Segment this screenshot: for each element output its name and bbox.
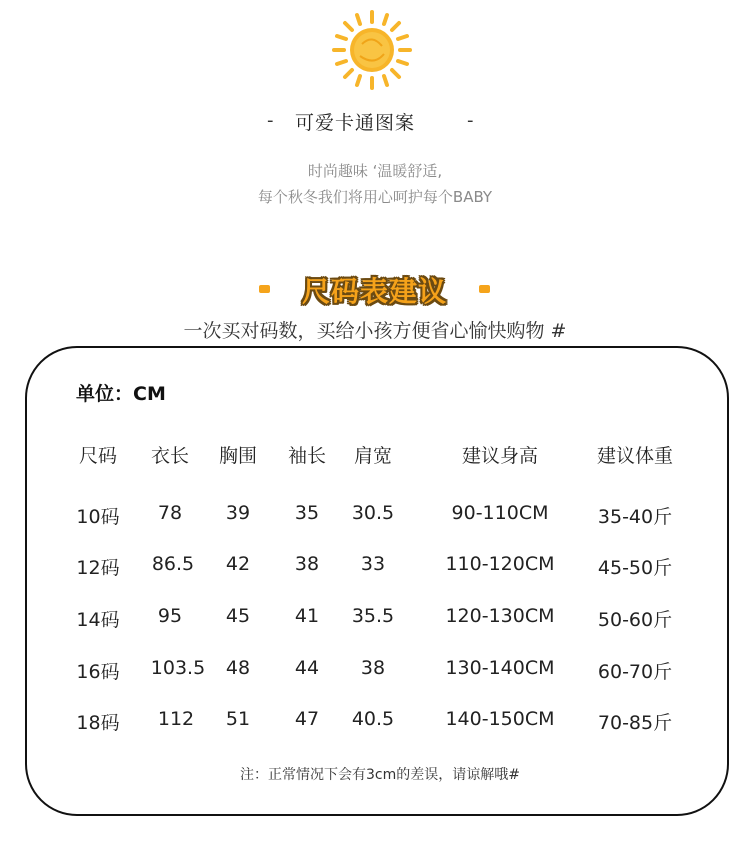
table-cell: 38 [294,553,320,575]
header-chest: 胸围 [218,445,257,467]
table-cell: 10码 [76,506,120,528]
table-cell: 110-120CM [445,553,555,575]
table-cell: 130-140CM [445,657,555,679]
size-title-row [0,268,750,312]
table-cell: 35.5 [351,605,395,627]
subtitle-line-2: 每个秋冬我们将用心呵护每个BABY [257,188,493,206]
table-cell: 39 [225,502,251,524]
sun-icon [330,8,414,92]
table-cell: 35 [294,502,320,524]
table-cell: 140-150CM [445,708,555,730]
table-cell: 14码 [76,609,120,631]
table-cell: 40.5 [351,708,395,730]
table-cell: 47 [294,708,320,730]
header-height: 建议身高 [461,445,538,467]
table-cell: 35-40斤 [597,506,673,528]
table-cell: 48 [225,657,251,679]
size-chart-title: 尺码表建议 [302,275,448,308]
table-cell: 78 [157,502,183,524]
table-cell: 18码 [76,712,120,734]
table-cell: 12码 [76,557,120,579]
table-cell: 50-60斤 [597,609,673,631]
table-cell: 120-130CM [445,605,555,627]
header-length: 衣长 [150,445,189,467]
heading-dash-left: - [267,110,274,131]
table-cell: 38 [360,657,386,679]
header-weight: 建议体重 [596,445,673,467]
table-cell: 112 [157,708,195,730]
table-cell: 44 [294,657,320,679]
table-cell: 42 [225,553,251,575]
table-cell: 95 [157,605,183,627]
table-cell: 103.5 [150,657,206,679]
heading-dash-right: - [467,110,474,131]
table-cell: 86.5 [151,553,195,575]
table-cell: 33 [360,553,386,575]
tagline: 一次买对码数，买给小孩方便省心愉快购物 # [183,320,567,342]
footnote: 注：正常情况下会有3cm的差误，请谅解哦# [240,767,520,783]
title-dash-left [259,285,270,293]
table-cell: 16码 [76,661,120,683]
table-cell: 30.5 [351,502,395,524]
table-cell: 45 [225,605,251,627]
header-shoulder: 肩宽 [353,445,392,467]
title-dash-right [479,285,490,293]
table-cell: 70-85斤 [597,712,673,734]
header-sleeve: 袖长 [287,445,326,467]
page-heading: 可爱卡通图案 [295,112,416,134]
subtitle-line-1: 时尚趣味 ‘温暖舒适, [307,162,443,180]
heading-row [0,108,750,138]
table-cell: 41 [294,605,320,627]
table-cell: 51 [225,708,251,730]
table-cell: 45-50斤 [597,557,673,579]
table-cell: 90-110CM [451,502,549,524]
size-table-card [25,346,729,816]
unit-label: 单位：CM [76,383,166,405]
table-cell: 60-70斤 [597,661,673,683]
header-size: 尺码 [78,445,117,467]
